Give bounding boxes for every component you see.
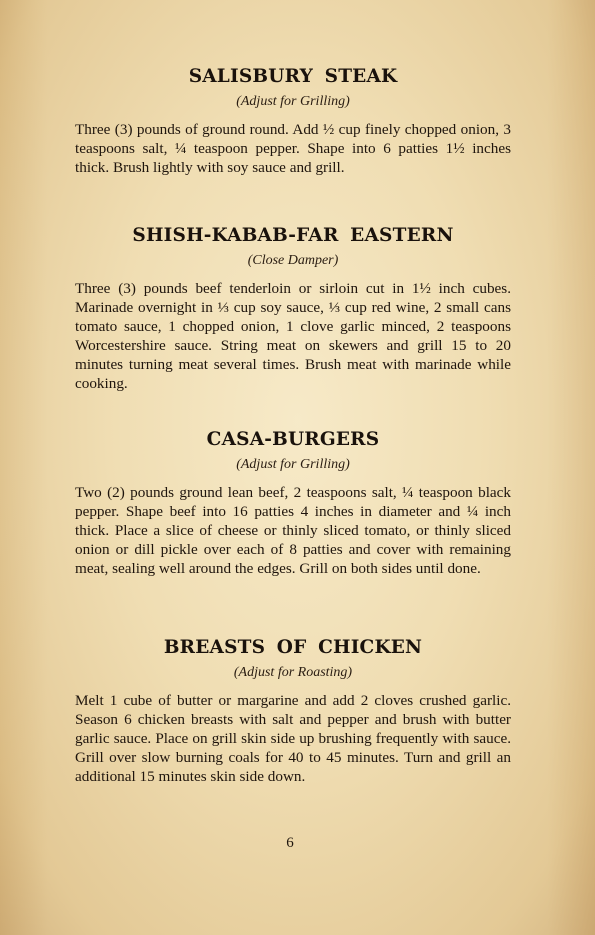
recipe-instructions: Three (3) pounds beef tenderloin or sirloin cut in 1½ inch cubes. Marinade overnight in ⅓ cup soy sauce, ⅓ cup red wine, 2 small cans tomato sauce, 1 chopped onion, 1 clove garlic minced, 2 teaspoons Worcestershire sauce. String meat on skewers and grill 15 to 20 minutes turning meat several times. Brush meat with marinade while cooking. xyxy=(75,280,511,392)
recipe-title: SHISH-KABAB-FAR EASTERN xyxy=(132,225,454,246)
recipe-subtitle: (Adjust for Grilling) xyxy=(236,94,350,109)
page-number: 6 xyxy=(286,835,294,851)
recipe-subtitle: (Adjust for Roasting) xyxy=(233,665,353,680)
recipe-subtitle: (Close Damper) xyxy=(247,253,339,268)
recipe-instructions: Two (2) pounds ground lean beef, 2 teaspoons salt, ¼ teaspoon black pepper. Shape beef into 16 patties 4 inches in diameter and ¼ inch thick. Place a slice of cheese or thinly sliced tomato, or thinly sliced onion or dill pickle over each of 8 patties and cover with remaining meat, sealing well around the edges. Grill on both sides until done. xyxy=(75,484,511,577)
recipe-instructions: Melt 1 cube of butter or margarine and add 2 cloves crushed garlic. Season 6 chicken breasts with salt and pepper and brush with butter garlic sauce. Place on grill skin side up brushing frequently with sauce. Grill over slow burning coals for 40 to 45 minutes. Turn and grill an additional 15 minutes skin side down. xyxy=(75,692,511,785)
recipe-breasts-of-chicken xyxy=(75,636,511,786)
recipe-title: CASA-BURGERS xyxy=(206,429,380,450)
recipe-title: SALISBURY STEAK xyxy=(188,66,398,87)
recipe-instructions: Three (3) pounds of ground round. Add ½ cup finely chopped onion, 3 teaspoons salt, ¼ teaspoon pepper. Shape into 6 patties 1½ inches thick. Brush lightly with soy sauce and grill. xyxy=(75,121,511,176)
recipe-subtitle: (Adjust for Grilling) xyxy=(236,457,350,472)
recipe-casa-burgers xyxy=(75,428,511,578)
recipe-salisbury-steak xyxy=(75,65,511,177)
recipe-title: BREASTS OF CHICKEN xyxy=(163,637,423,658)
recipe-shish-kabab xyxy=(75,224,511,393)
